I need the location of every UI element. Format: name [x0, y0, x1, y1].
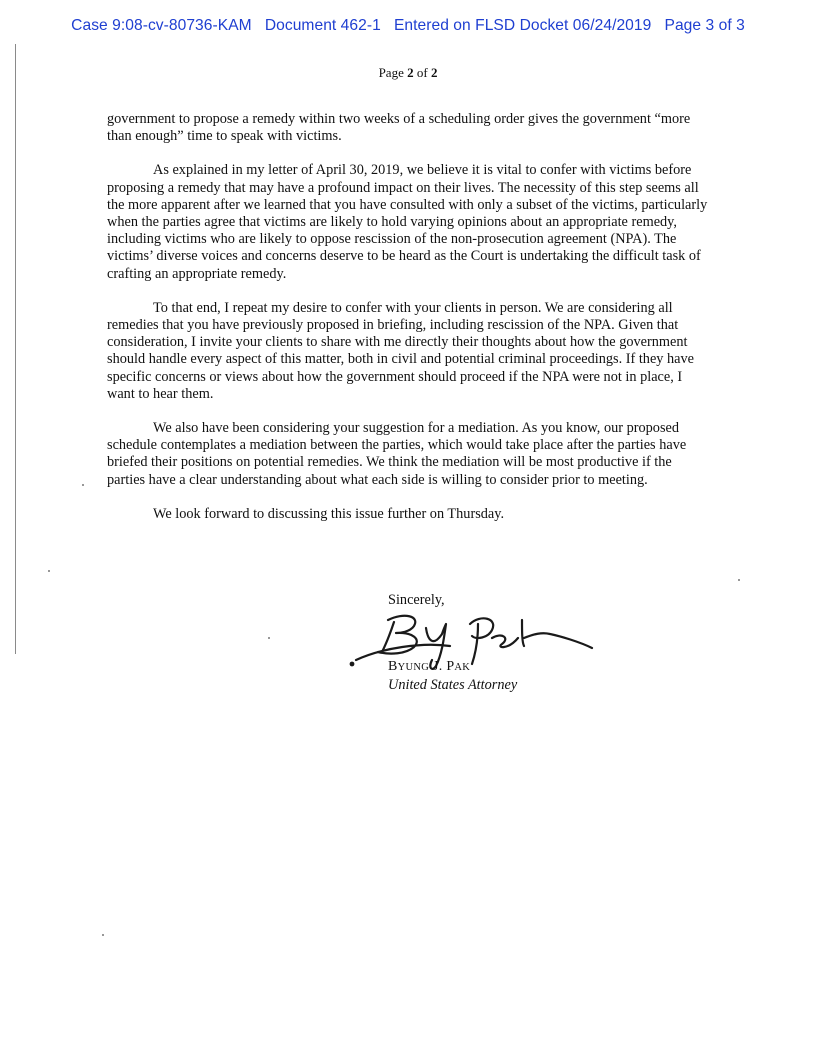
paragraph-victims: As explained in my letter of April 30, 2019, we believe it is vital to confer with victims before proposing a remedy that may have a profound impact on their lives. The necessity of this step seems all the more apparent after we learned that you have consulted with only a subset of the victims, particularly when the parties agree that victims are likely to hold varying opinions about an appropriate remedy, including victims who are likely to oppose rescission of the non-prosecution agreement (NPA). The victims’ diverse voices and concerns deserve to be heard as the Court is undertaking the difficult task of crafting an appropriate remedy. [107, 162, 708, 282]
page-number-total: 2 [430, 65, 438, 80]
docket-header: Case 9:08-cv-80736-KAM Document 462-1 Entered on FLSD Docket 06/24/2019 Page 3 of 3 [71, 17, 745, 34]
scan-speck [102, 934, 104, 936]
paragraph-confer: To that end, I repeat my desire to confer with your clients in person. We are considering all remedies that you have previously proposed in briefing, including rescission of the NPA. Given that consideration, I invite your clients to share with me directly their thoughts about how the government should handle every aspect of this matter, both in civil and potential criminal proceedings. If they have specific concerns or views about how the government should proceed if the NPA were not in place, I want to hear them. [107, 299, 695, 402]
page-number-prefix: Page [378, 65, 404, 80]
left-margin-rule [15, 44, 16, 654]
page-number-current: 2 [407, 65, 414, 80]
scan-speck [82, 484, 84, 486]
paragraph-mediation: We also have been considering your suggestion for a mediation. As you know, our proposed schedule contemplates a mediation between the parties, which would take place after the parties have briefed their positions on potential remedies. We think the mediation will be most productive if the parties have a clear understanding about what each side is willing to consider prior to meeting. [107, 420, 687, 488]
scan-speck [738, 579, 740, 581]
handwritten-signature [342, 602, 602, 672]
signer-title: United States Attorney [388, 677, 518, 693]
page-number-of: of [416, 65, 428, 80]
page-number [0, 65, 816, 81]
letter-body [107, 111, 713, 540]
signer-name: BYUNG J. PAK [388, 659, 471, 674]
paragraph-continuation: government to propose a remedy within two weeks of a scheduling order gives the government “more than enough” time to speak with victims. [107, 111, 691, 145]
scan-speck [268, 637, 270, 639]
salutation: Sincerely, [388, 592, 445, 608]
scan-speck [48, 570, 50, 572]
paragraph-closing: We look forward to discussing this issue further on Thursday. [153, 505, 505, 522]
signature-stroke-pak [470, 618, 592, 664]
